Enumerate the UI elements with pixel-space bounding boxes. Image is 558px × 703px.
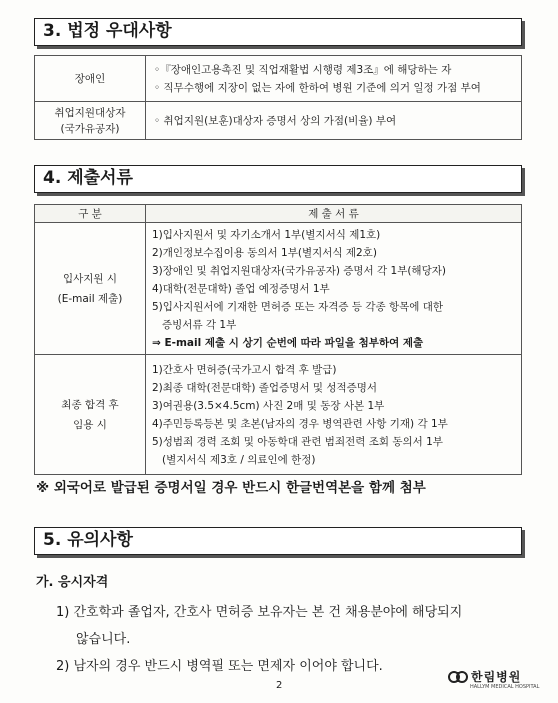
table-row [35, 56, 522, 102]
list-item: 4)대학(전문대학) 졸업 예정증명서 1부 [152, 282, 330, 295]
row-label: 입사지원 시 [62, 272, 118, 285]
page-number: 2 [276, 680, 283, 691]
logo-subtext: HALLYM MEDICAL HOSPITAL [470, 684, 540, 690]
requirement-line-cont: 않습니다. [76, 632, 131, 647]
section-3-title: 3. 법정 우대사항 [34, 18, 522, 46]
requirement-line: 1) 간호학과 졸업자, 간호사 면허증 보유자는 본 건 채용분야에 해당되지 [56, 605, 463, 620]
list-item: 5)입사지원서에 기재한 면허증 또는 자격증 등 각종 항목에 대한 [152, 300, 444, 313]
subsection-title: 가. 응시자격 [36, 575, 109, 590]
list-item: ◦ 직무수행에 지장이 없는 자에 한하여 병원 기준에 의거 일정 가점 부여 [154, 81, 481, 94]
list-item: 1)입사지원서 및 자기소개서 1부(별지서식 제1호) [152, 228, 381, 241]
table-header-row [35, 205, 522, 223]
list-item: (별지서식 제3호 / 의료인에 한정) [152, 453, 316, 466]
list-item: 5)성범죄 경력 조회 및 아동학대 관련 범죄전력 조회 동의서 1부 [152, 435, 443, 448]
section-4-title: 4. 제출서류 [34, 165, 522, 193]
list-item: ◦『장애인고용촉진 및 직업재활법 시행령 제3조』에 해당하는 자 [154, 63, 452, 76]
translation-note: ※ 외국어로 발급된 증명서일 경우 반드시 한글번역본을 함께 첨부 [36, 480, 426, 496]
row-sublabel: 임용 시 [73, 418, 107, 431]
row-sublabel: (국가유공자) [60, 122, 120, 135]
list-item: 2)개인정보수집이용 동의서 1부(별지서식 제2호) [152, 246, 377, 259]
list-item: 3)여권용(3.5×4.5cm) 사진 2매 및 동장 사본 1부 [152, 399, 385, 412]
column-header: 제 출 서 류 [146, 205, 522, 223]
hospital-cross-icon [448, 669, 468, 685]
row-label: 취업지원대상자 [54, 106, 126, 119]
table-row [35, 355, 522, 475]
row-sublabel: (E-mail 제출) [57, 292, 123, 305]
row-label: 최종 합격 후 [61, 398, 119, 411]
list-item: ◦ 취업지원(보훈)대상자 증명서 상의 가점(비율) 부여 [154, 114, 397, 127]
preference-table [34, 55, 522, 140]
requirement-line: 2) 남자의 경우 반드시 병역필 또는 면제자 이어야 합니다. [56, 659, 383, 674]
list-item: 2)최종 대학(전문대학) 졸업증명서 및 성적증명서 [152, 381, 378, 394]
row-label: 장애인 [74, 72, 106, 85]
hospital-logo [448, 668, 540, 690]
emphasis-note: ⇒ E-mail 제출 시 상기 순번에 따라 파일을 첨부하여 제출 [152, 336, 424, 349]
table-row [35, 102, 522, 140]
list-item: 4)주민등록등본 및 초본(남자의 경우 병역관련 사항 기재) 각 1부 [152, 417, 448, 430]
list-item: 증빙서류 각 1부 [152, 318, 237, 331]
logo-text: 한림병원 [471, 670, 522, 684]
list-item: 1)간호사 면허증(국가고시 합격 후 발급) [152, 363, 337, 376]
table-row [35, 223, 522, 355]
documents-table [34, 204, 522, 475]
column-header: 구 분 [35, 205, 146, 223]
list-item: 3)장애인 및 취업지원대상자(국가유공자) 증명서 각 1부(해당자) [152, 264, 446, 277]
section-5-title: 5. 유의사항 [34, 527, 522, 555]
